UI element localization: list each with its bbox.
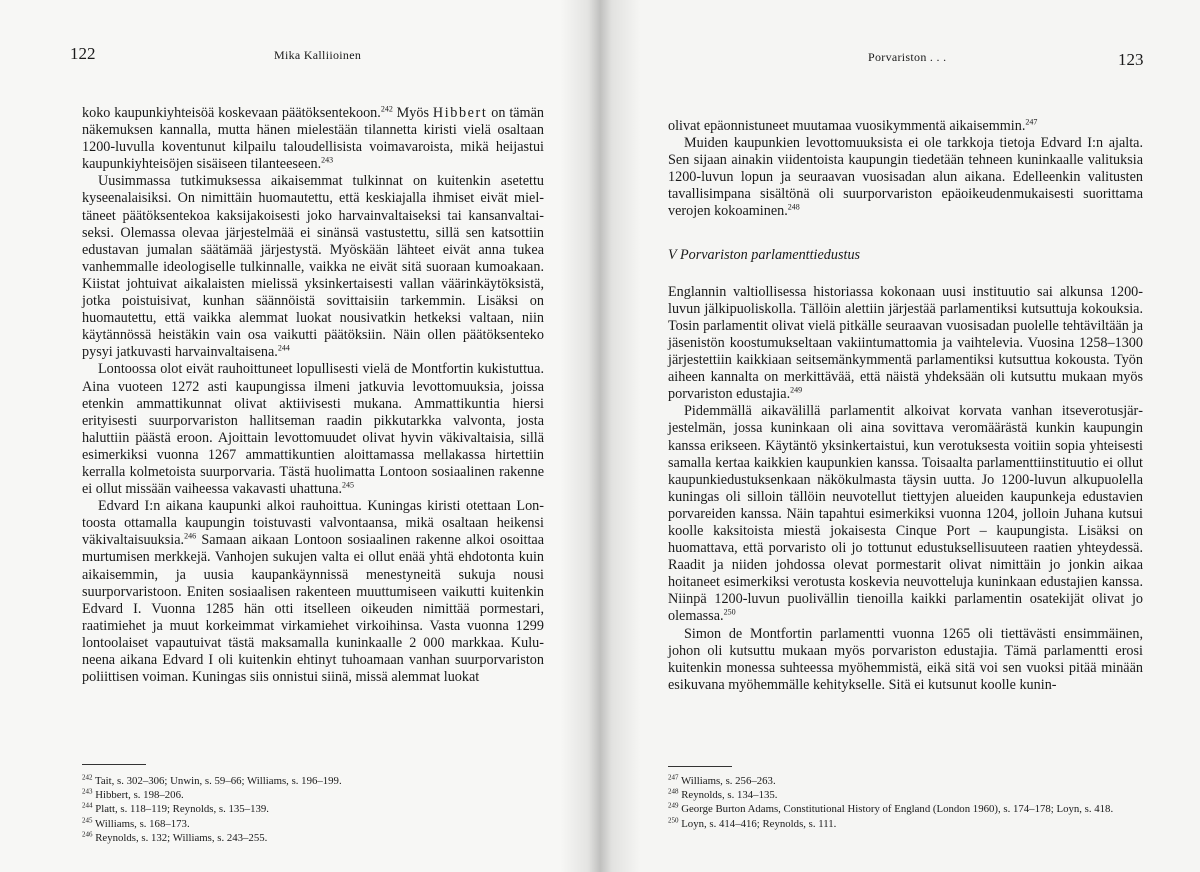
- footnote: $^{247}$ Williams, s. 256–263.: [668, 773, 776, 787]
- right-page: [600, 0, 1200, 872]
- footnote-ref: 244: [277, 343, 290, 353]
- section-heading: V Porvariston parlamenttiedustus: [668, 246, 861, 263]
- page-number: 123: [1118, 50, 1144, 69]
- footnote: $^{248}$ Reynolds, s. 134–135.: [668, 787, 778, 802]
- footnote-ref: 248: [787, 202, 800, 212]
- footnote-ref: 247: [1025, 117, 1038, 127]
- footnote: $^{246}$ Reynolds, s. 132; Williams, s. 243–255.: [82, 830, 268, 844]
- footnotes: [82, 774, 544, 845]
- paragraph: Edvard I:n aikana kaupunki alkoi rauhoittua. Kuningas kiristi otettaan Lontoosta ottamalla kaupungin toistuvasti valvontaansa, mikä osaltaan heikensi väkivaltaisuuksia.$^{246}$ Samaan aikaan Lontoon sosiaalinen rakenne alkoi osoittaa murtumisen merkkejä. Vanhojen sukujen valta ei ollut enää yhtä ehdotonta kuin aikaisemmin, ja uusia kaupankäynnissä menestyneitä sukuja nousi suurporvaristoon. Eniten sosiaalisen rakenteen muuttumiseen vaikutti kuitenkin Edvard I. Vuonna 1285 hän otti itselleen oikeuden nimittää pormestari, raatimiehet ja muut korkeimmat virkamiehet virkoihinsa. Vasta vuonna 1299 lontoolaiset vapautuivat tästä maksamalla kuninkaalle 2 000 markkaa. Kuluneena aikana Edvard I oli kuitenkin ehtinyt tuhoamaan vanhan suurporvariston poliittisen voiman. Kuningas siis onnistui siinä, missä alemmat luokat: [82, 498, 544, 686]
- paragraph: Englannin valtiollisessa historiassa kokonaan uusi instituutio sai alkunsa 1200-luvun jälkipuoliskolla. Tällöin alettiin järjestää parlamentiksi kutsuttuja kokouksia. Tosin parlamentit olivat vielä pitkälle seuraavan vuosisadan puolelle tehtäviltään ja jäsenistön koostumukseltaan vakiintumattomia ja vaihtelevia. Vuosina 1258–1300 järjestettiin kaikkiaan seitsemänkymmentä parlamentiksi kutsuttua kokousta. Työn aiheen kannalta on merkittävää, että näistä yhdeksään oli kutsuttu mukaan myös porvariston edustajia.$^{249}$: [668, 283, 1143, 403]
- paragraph: olivat epäonnistuneet muutamaa vuosikymmentä aikaisemmin.$^{247}$: [668, 117, 1038, 134]
- footnote: $^{249}$ George Burton Adams, Constitutional History of England (London 1960), s. 174–178; Loyn, s. 418.: [668, 801, 1114, 816]
- footnote: $^{242}$ Tait, s. 302–306; Unwin, s. 59–66; Williams, s. 196–199.: [82, 773, 342, 787]
- running-head: Mika Kalliioinen: [274, 48, 362, 62]
- footnote-ref: 246: [184, 531, 197, 541]
- paragraph: Simon de Montfortin parlamentti vuonna 1265 oli tiettävästi ensimmäinen, johon oli kutsuttu mukaan myös porvariston edustajia. Tämä parlamentti erosi kuitenkin monessa suhteessa myöhemmistä, eikä sitä voi sen vuoksi pitää minään esikuvana myöhemmälle kehitykselle. Sitä ei kutsunut koolle kunin-: [668, 625, 1143, 693]
- footnote-rule: [668, 766, 732, 767]
- footnote-rule: [82, 764, 146, 765]
- footnote: $^{245}$ Williams, s. 168–173.: [82, 816, 190, 830]
- footnote-ref: 243: [321, 155, 334, 165]
- body-text: [82, 105, 544, 686]
- paragraph: koko kaupunkiyhteisöä koskevaan päätöksentekoon.$^{242}$ Myös Hibbert on tämän näkemuksen kannalla, mutta hänen mielestään tilannetta kiristi vielä osaltaan 1200-luvulla koventunut kilpailu taloudellisista voimavaroista, mikä heijastui kaupunkiyhteisöjen sisäiseen tilanteeseen.$^{243}$: [82, 104, 544, 173]
- footnote-ref: 245: [342, 480, 355, 490]
- paragraph: Muiden kaupunkien levottomuuksista ei ole tarkkoja tietoja Edvard I:n ajalta. Sen sijaan ainakin viidentoista kaupungin tiedetään tehneen kuninkaalle valituksia 1200-luvun lopun ja seuraavan vuosisadan alun aikana. Edelleenkin valitusten tavallisimpana sisältönä oli suurporvariston epäoikeudenmukaisesti suorittama verojen kokoaminen.$^{248}$: [668, 135, 1143, 220]
- footnote: $^{243}$ Hibbert, s. 198–206.: [82, 787, 184, 802]
- footnote: $^{250}$ Loyn, s. 414–416; Reynolds, s. 111.: [668, 816, 837, 830]
- paragraph: Pidemmällä aikavälillä parlamentit alkoivat korvata vanhan itseverotusjärjestelmän, jossa kuninkaan oli aina sovittava veromäärästä kunkin kaupungin kanssa erikseen. Käytäntö yksinkertaistui, kun verotuksesta voitiin sopia yhteisesti samalla kertaa kaikkien kaupunkien kanssa. Toisaalta parlamenttiinstituutio ei ollut kaupunkiedustuksenkaan näkökulmasta täysin uutta. Jo 1200-luvun alkupuolella kuningas oli silloin tällöin neuvotellut tiettyjen alueiden kaupunkeja edustavien porvareiden kanssa. Näin tapahtui esimerkiksi vuonna 1204, jolloin Juhana kutsui koolle kaksitoista miestä jokaisesta Cinque Port – kaupungista. Lisäksi on huomattava, että porvaristo oli jo tottunut edustuksellisuuteen raatien yhteydessä. Raadit ja niiden johdossa olevat pormestarit olivat nimittäin jo jonkin aikaa hoitaneet esimerkiksi verotusta koskevia neuvotteluja kuninkaan edustajien kanssa. Niinpä 1200-luvun puolivällin tienoilla kaikki parlamentin osatekijät olivat jo olemassa.$^{250}$: [668, 403, 1143, 625]
- footnote: $^{244}$ Platt, s. 118–119; Reynolds, s. 135–139.: [82, 801, 269, 816]
- running-head: Porvariston . . .: [868, 50, 947, 64]
- footnote-ref: 250: [723, 607, 736, 617]
- paragraph: Uusimmassa tutkimuksessa aikaisemmat tulkinnat on kuitenkin asetettu kyseenalaisiksi. On nimittäin huomautettu, että keskiajalla ihmiset eivät mieltäneet päätöksentekoa kaksijakoisesti joko harvainvaltaiseksi tai kansanvaltaiseksi. Olemassa olevaa järjestelmää ei sinänsä vastustettu, sillä sen katsottiin edustavan jumalan säätämää järjestystä. Myöskään lähteet eivät anna tukea vanhemmalle ideologiselle tulkinnalle, vaikka ne eivät sitä suoraan kumoakaan. Kiistat johtuivat aikalaisten mielissä yksinkertaisesti vallan väärinkäytöksistä, jotka poistuisivat, kunhan säännöistä sovittaisiin tarkemmin. Lisäksi on huomautettu, että vaikka alemmat luokat nousivatkin hetkeksi valtaan, niin käytännössä heistäkin vain osa vaikutti päätöksiin. Näin ollen päätöksenteko pysyi jatkuvasti harvainvaltaisena.$^{244}$: [82, 173, 544, 361]
- paragraph: Lontoossa olot eivät rauhoittuneet lopullisesti vielä de Montfortin kukistuttua. Aina vuoteen 1272 asti kaupungissa ilmeni jatkuvia levottomuuksia, joissa etenkin ammattikunnat olivat aktiivisesti mukana. Ammattikuntia hiersi erityisesti suurporvariston hallitseman raadin pikkutarkka valvonta, josta haluttiin päästä eroon. Ajoittain levottomuudet olivat hyvin väkivaltaisia, sillä esimerkiksi vuonna 1267 ammattikuntien aloittamassa mellakassa hirtettiin kerralla kolmetoista suurporvaria. Tästä huolimatta Lontoon sosiaalinen rakenne ei ollut missään vaiheessa vakavasti uhattuna.$^{245}$: [82, 361, 544, 498]
- footnote-ref: 249: [790, 385, 803, 395]
- page-number: 122: [70, 44, 96, 63]
- footnotes: [668, 774, 1143, 831]
- body-text: [668, 118, 1143, 694]
- author-name: Hibbert: [432, 105, 488, 121]
- footnote-ref: 242: [380, 104, 393, 114]
